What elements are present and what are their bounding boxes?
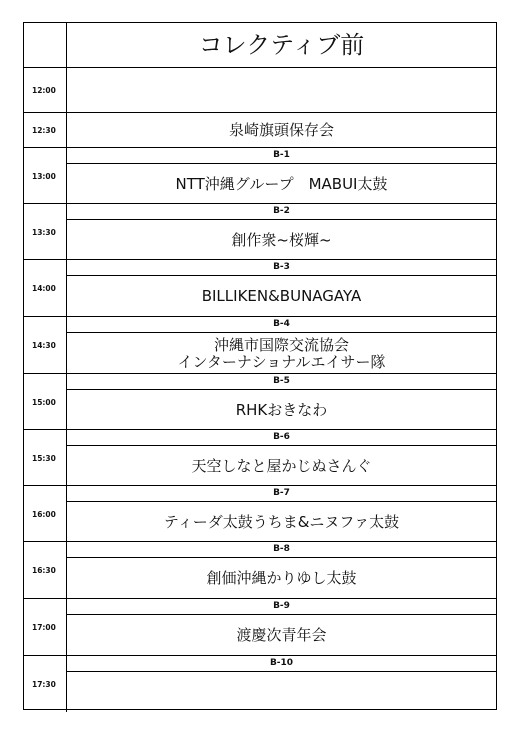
performance-code: B-6 [67,430,496,446]
schedule-row [24,147,496,204]
performer-name [67,672,496,712]
performer-name: 泉崎旗頭保存会 [228,121,334,139]
performance-code: B-10 [67,656,496,672]
performance-code: B-5 [67,374,496,390]
time-slot-label: 13:30 [32,227,56,237]
time-slot-label: 12:00 [32,86,56,95]
time-slot-label: 17:30 [32,679,56,689]
performance-cell [66,486,496,542]
time-slot-label: 14:00 [32,284,56,293]
time-slot-label: 16:00 [32,509,56,519]
performance-cell [66,430,496,486]
time-slot-label: 17:00 [32,623,56,632]
schedule-row [24,203,496,260]
performance-cell [66,148,496,204]
performer-name: RHKおきなわ [235,400,328,419]
performer-name: BILLIKEN&BUNAGAYA [201,287,362,305]
performance-code: B-9 [67,599,496,615]
schedule-row [24,373,496,430]
page-title: コレクティブ前 [198,30,365,59]
time-slot-label: 13:00 [32,171,56,181]
time-slot-label: 15:00 [32,397,56,407]
header-title-cell [66,23,496,67]
header-row [24,23,496,67]
schedule-row [24,316,496,374]
performance-cell [66,374,496,430]
schedule-row [24,259,496,317]
performance-cell [66,204,496,260]
performer-name: 沖縄市国際交流協会 インターナショナルエイサー隊 [177,335,386,371]
performer-name: NTT沖縄グループ MABUI太鼓 [175,174,388,193]
schedule-row [24,112,496,148]
performance-cell [66,113,496,148]
performance-code: B-1 [67,148,496,164]
schedule-sheet [23,22,497,710]
schedule-row [24,67,496,113]
performer-name: 渡慶次青年会 [236,626,327,644]
performance-code: B-3 [67,260,496,276]
performer-name [67,68,496,113]
performance-cell [66,68,496,113]
header-corner-cell [24,23,66,67]
schedule-row [24,598,496,656]
performer-name: 創作衆~桜輝~ [231,230,332,249]
time-slot-label: 12:30 [32,126,56,135]
performance-code: B-8 [67,542,496,558]
schedule-row [24,541,496,599]
performer-name: ティーダ太鼓うちま&ニヌファ太鼓 [163,512,400,531]
performance-code: B-2 [67,204,496,220]
performance-cell [66,317,496,374]
schedule-row [24,429,496,486]
performance-code: B-7 [67,486,496,502]
time-slot-label: 14:30 [32,341,56,350]
performer-name: 創価沖縄かりゆし太鼓 [206,569,357,587]
performance-cell [66,260,496,317]
performance-code: B-4 [67,317,496,333]
time-slot-label: 15:30 [32,453,56,463]
time-slot-label: 16:30 [32,566,56,575]
performance-cell [66,656,496,712]
performance-cell [66,542,496,599]
schedule-row [24,485,496,542]
performance-cell [66,599,496,656]
schedule-row [24,655,496,712]
performer-name: 天空しなと屋かじぬさんぐ [191,456,372,475]
